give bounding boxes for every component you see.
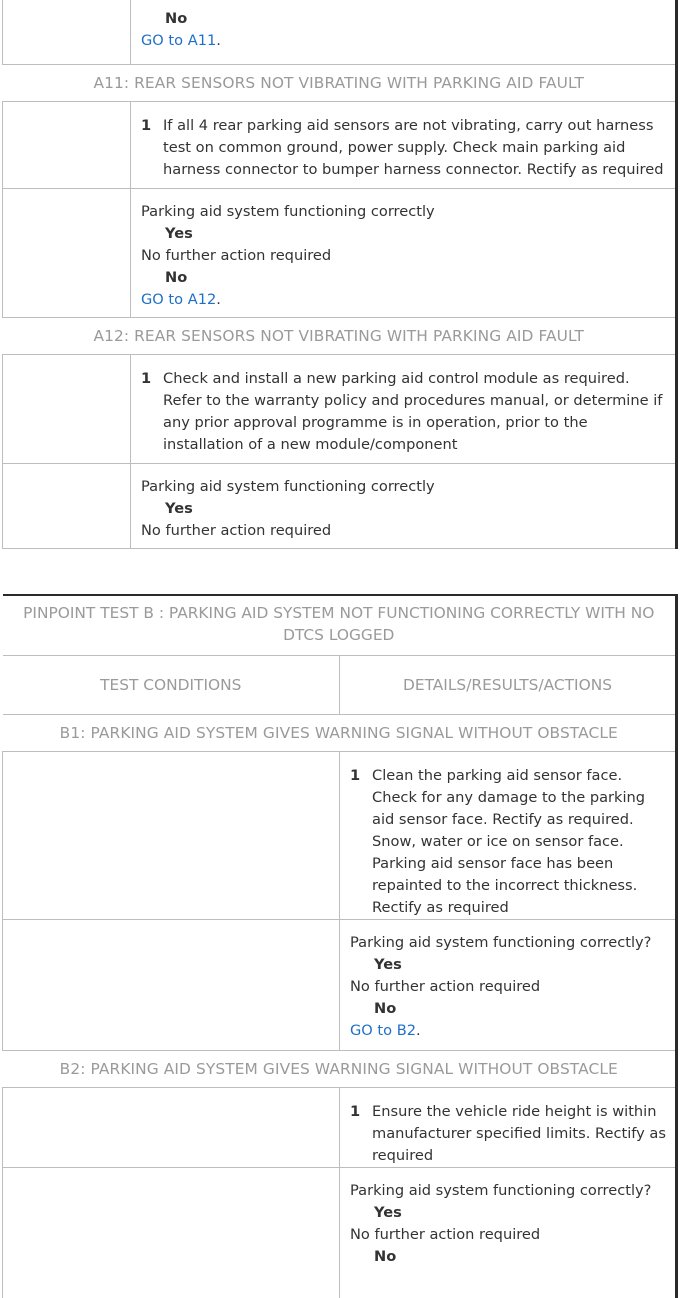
column-header-test-conditions: TEST CONDITIONS: [3, 656, 340, 715]
b1-header-row: [3, 715, 677, 752]
test-conditions-cell: [3, 464, 131, 549]
go-to-b2-link[interactable]: GO to B2: [350, 1022, 416, 1039]
go-to-a11-link[interactable]: GO to A11: [141, 32, 216, 49]
no-answer-label: No: [141, 267, 667, 289]
no-answer-label: No: [350, 1246, 667, 1268]
step-text: Ensure the vehicle ride height is within manufacturer specified limits. Rectify as required: [372, 1103, 666, 1164]
action-cell: [131, 102, 677, 189]
yes-result-text: No further action required: [141, 245, 667, 267]
step-number: 1: [141, 115, 151, 137]
yes-result-text: No further action required: [350, 1224, 667, 1246]
action-cell: [340, 1088, 677, 1168]
a11-header-row: [3, 65, 677, 102]
a12-step-row: [3, 355, 677, 464]
result-cell: [340, 920, 677, 1051]
yes-result-text: No further action required: [350, 976, 667, 998]
step-item: [350, 765, 667, 919]
column-header-details: DETAILS/RESULTS/ACTIONS: [340, 656, 677, 715]
step-item: [350, 1101, 667, 1167]
link-period: .: [216, 32, 221, 49]
go-to-a12-link[interactable]: GO to A12: [141, 291, 216, 308]
step-text: Clean the parking aid sensor face. Check for any damage to the parking aid sensor face. Rectify as required. Snow, water or ice on sensor face. Parking aid sensor face has been repainted to the incorrect thickness. Rectify as required: [372, 767, 645, 916]
result-question: Parking aid system functioning correctly: [141, 201, 667, 223]
no-answer-label: No: [350, 998, 667, 1020]
pinpoint-test-a-table: [2, 0, 678, 549]
no-answer-label: No: [141, 8, 667, 30]
a11-result-row: [3, 189, 677, 318]
link-period: .: [216, 291, 221, 308]
b2-result-row: [3, 1168, 677, 1298]
step-number: 1: [350, 765, 360, 787]
result-question: Parking aid system functioning correctly?: [350, 1180, 667, 1202]
step-number: 1: [350, 1101, 360, 1123]
yes-answer-label: Yes: [350, 1202, 667, 1224]
yes-answer-label: Yes: [350, 954, 667, 976]
yes-answer-label: Yes: [141, 498, 667, 520]
test-conditions-cell: [3, 102, 131, 189]
step-b2-title: B2: PARKING AID SYSTEM GIVES WARNING SIGNAL WITHOUT OBSTACLE: [3, 1051, 677, 1088]
b1-result-row: [3, 920, 677, 1051]
step-item: [141, 115, 667, 181]
test-conditions-cell: [3, 1088, 340, 1168]
test-conditions-cell: [3, 189, 131, 318]
b2-header-row: [3, 1051, 677, 1088]
yes-result-text: No further action required: [141, 520, 667, 542]
a11-step-row: [3, 102, 677, 189]
a12-result-row: [3, 464, 677, 549]
action-cell: [131, 355, 677, 464]
step-a12-title: A12: REAR SENSORS NOT VIBRATING WITH PARKING AID FAULT: [3, 318, 677, 355]
a10-result-row: [3, 0, 677, 65]
step-text: If all 4 rear parking aid sensors are not vibrating, carry out harness test on common ground, power supply. Check main parking aid harness connector to bumper harness connector. Rectify as required: [163, 117, 663, 178]
a12-header-row: [3, 318, 677, 355]
result-question: Parking aid system functioning correctly?: [350, 932, 667, 954]
test-conditions-cell: [3, 920, 340, 1051]
yes-answer-label: Yes: [141, 223, 667, 245]
step-a11-title: A11: REAR SENSORS NOT VIBRATING WITH PARKING AID FAULT: [3, 65, 677, 102]
test-conditions-cell: [3, 1168, 340, 1298]
step-text: Check and install a new parking aid control module as required. Refer to the warranty policy and procedures manual, or determine if any prior approval programme is in operation, prior to the installation of a new module/component: [163, 370, 662, 453]
test-conditions-cell: [3, 355, 131, 464]
result-cell: [131, 189, 677, 318]
b2-step-row: [3, 1088, 677, 1168]
step-item: [141, 368, 667, 456]
column-header-row: [3, 656, 677, 715]
b1-step-row: [3, 752, 677, 920]
result-cell: [131, 0, 677, 65]
result-cell: [340, 1168, 677, 1298]
link-period: .: [416, 1022, 421, 1039]
step-b1-title: B1: PARKING AID SYSTEM GIVES WARNING SIGNAL WITHOUT OBSTACLE: [3, 715, 677, 752]
step-number: 1: [141, 368, 151, 390]
result-question: Parking aid system functioning correctly: [141, 476, 667, 498]
pinpoint-test-b-table: [2, 594, 678, 1298]
test-b-header-row: [3, 595, 677, 656]
test-conditions-cell: [3, 0, 131, 65]
test-conditions-cell: [3, 752, 340, 920]
pinpoint-test-b-title: PINPOINT TEST B : PARKING AID SYSTEM NOT FUNCTIONING CORRECTLY WITH NO DTCS LOGGED: [3, 595, 677, 656]
result-cell: [131, 464, 677, 549]
action-cell: [340, 752, 677, 920]
